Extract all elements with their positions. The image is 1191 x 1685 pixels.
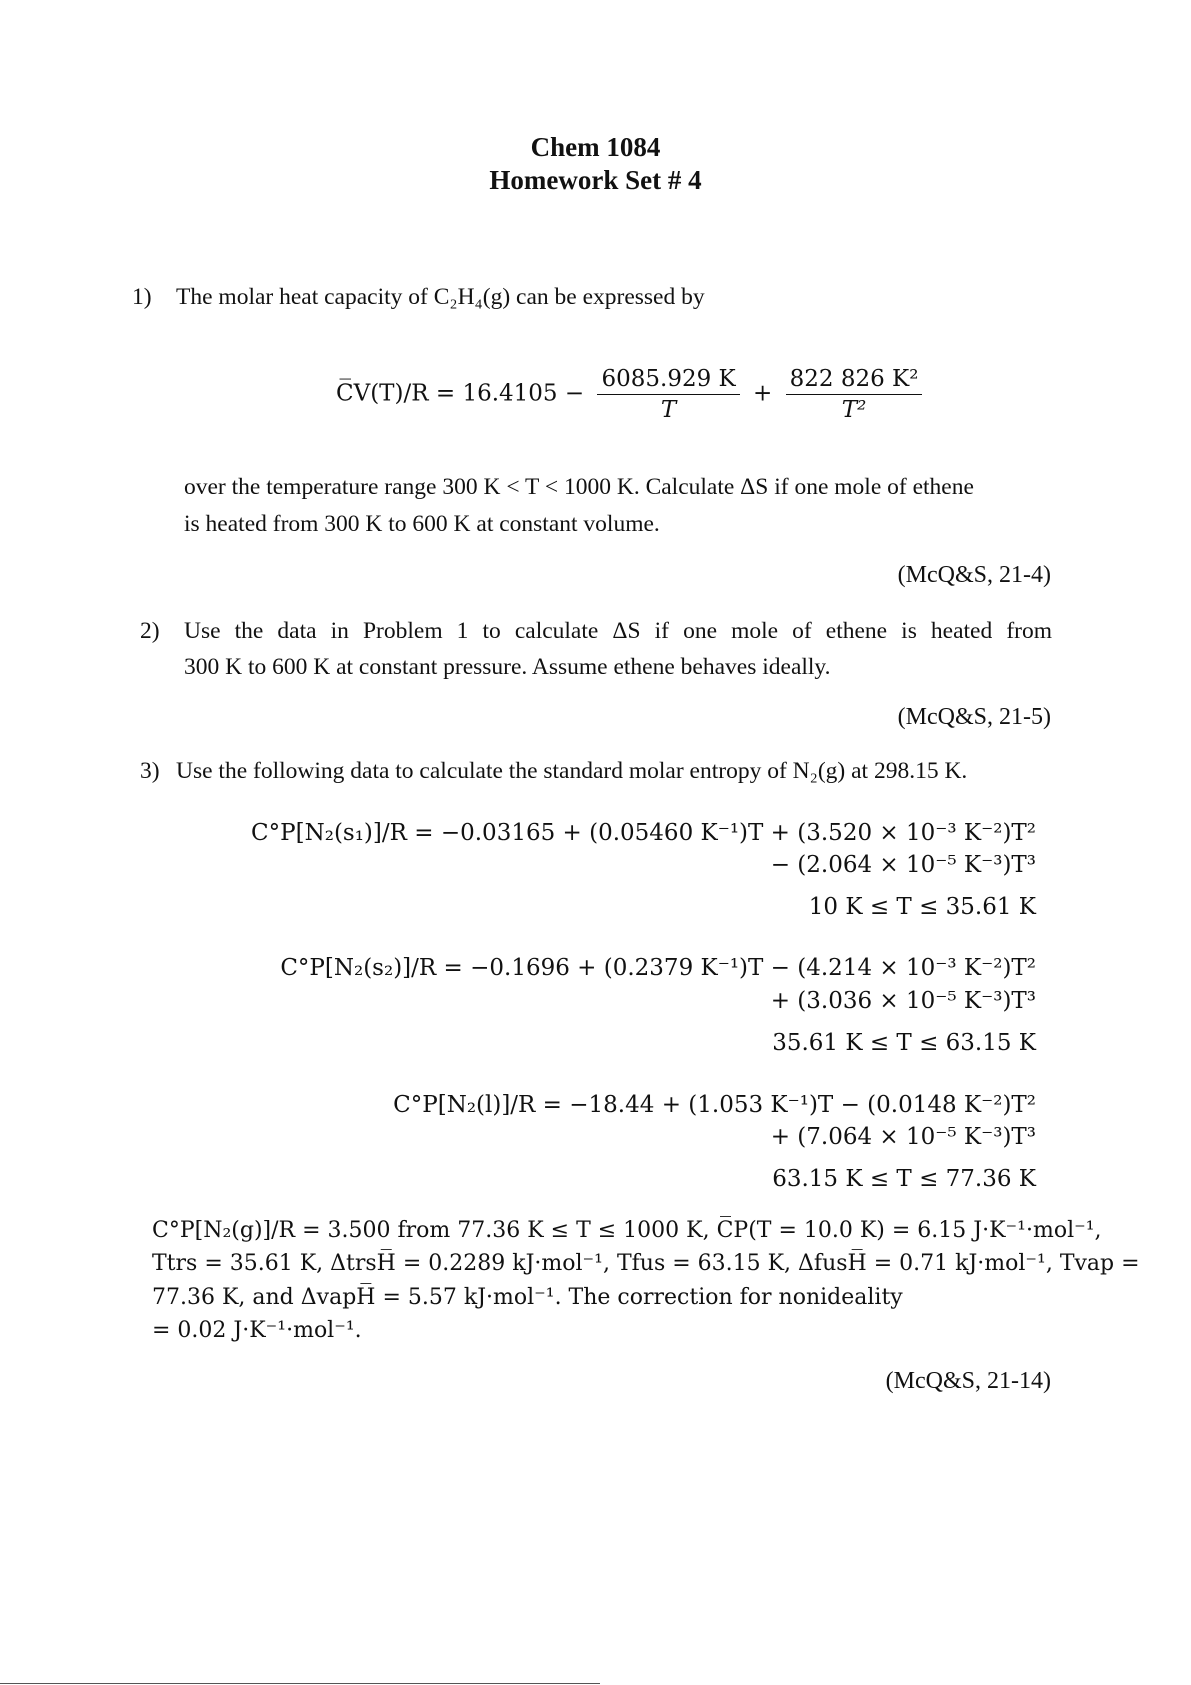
eq-solid1-line-1: C°P[N₂(s₁)]/R = −0.03165 + (0.05460 K⁻¹)T + (3.520 × 10⁻³ K⁻²)T² bbox=[251, 820, 1036, 846]
fraction-2-numerator: 822 826 K² bbox=[786, 366, 923, 395]
problem-1-text-line-2: is heated from 300 K to 600 K at constant volume. bbox=[184, 511, 660, 537]
fraction-2-denominator: T² bbox=[841, 397, 867, 423]
problem-2-reference: (McQ&S, 21-5) bbox=[897, 704, 1051, 730]
homework-title: Homework Set # 4 bbox=[489, 165, 702, 195]
data-line-4: = 0.02 J·K⁻¹·mol⁻¹. bbox=[152, 1318, 362, 1343]
data-line-1: C°P[N₂(g)]/R = 3.500 from 77.36 K ≤ T ≤ 1000 K, C̅P(T = 10.0 K) = 6.15 J·K⁻¹·mol⁻¹, bbox=[152, 1218, 1102, 1243]
eq-solid1-range: 10 K ≤ T ≤ 35.61 K bbox=[808, 894, 1036, 920]
problem-3-number: 3) bbox=[140, 758, 160, 784]
fraction-1-numerator: 6085.929 K bbox=[597, 366, 739, 395]
eq-solid1-line-2: − (2.064 × 10⁻⁵ K⁻³)T³ bbox=[770, 852, 1036, 878]
problem-2-text-line-1: Use the data in Problem 1 to calculate ΔS if one mole of ethene is heated from bbox=[184, 618, 1052, 644]
course-title: Chem 1084 bbox=[530, 132, 661, 162]
fraction-1 bbox=[597, 366, 739, 423]
problem-2-number: 2) bbox=[140, 618, 160, 644]
problem-3-intro: Use the following data to calculate the standard molar entropy of N₂(g) at 298.15 K. bbox=[176, 758, 968, 784]
problem-3-reference: (McQ&S, 21-14) bbox=[885, 1368, 1051, 1394]
problem-1-intro: The molar heat capacity of C₂H₄(g) can be expressed by bbox=[176, 284, 705, 310]
data-line-2: Ttrs = 35.61 K, ΔtrsH̅ = 0.2289 kJ·mol⁻¹, Tfus = 63.15 K, ΔfusH̅ = 0.71 kJ·mol⁻¹, Tvap = bbox=[152, 1251, 1140, 1276]
eq-solid2-range: 35.61 K ≤ T ≤ 63.15 K bbox=[772, 1030, 1036, 1056]
problem-1-number: 1) bbox=[132, 284, 152, 310]
plus-sign: + bbox=[753, 380, 773, 407]
problem-2-text-line-2: 300 K to 600 K at constant pressure. Assume ethene behaves ideally. bbox=[184, 654, 831, 680]
eq-solid2-line-1: C°P[N₂(s₂)]/R = −0.1696 + (0.2379 K⁻¹)T − (4.214 × 10⁻³ K⁻²)T² bbox=[280, 955, 1036, 981]
eq-liquid-line-1: C°P[N₂(l)]/R = −18.44 + (1.053 K⁻¹)T − (0.0148 K⁻²)T² bbox=[393, 1092, 1036, 1118]
problem-1-text-line-1: over the temperature range 300 K < T < 1000 K. Calculate ΔS if one mole of ethene bbox=[184, 474, 974, 500]
fraction-2 bbox=[786, 366, 923, 423]
fraction-1-denominator: T bbox=[660, 397, 677, 423]
page-bottom-rule bbox=[0, 1683, 600, 1684]
data-line-3: 77.36 K, and ΔvapH̅ = 5.57 kJ·mol⁻¹. The correction for nonideality bbox=[152, 1285, 903, 1310]
equation-lhs: C̅V(T)/R = 16.4105 − bbox=[336, 380, 585, 407]
eq-solid2-line-2: + (3.036 × 10⁻⁵ K⁻³)T³ bbox=[770, 988, 1036, 1014]
eq-liquid-line-2: + (7.064 × 10⁻⁵ K⁻³)T³ bbox=[770, 1124, 1036, 1150]
problem-1-equation bbox=[336, 366, 928, 423]
eq-liquid-range: 63.15 K ≤ T ≤ 77.36 K bbox=[772, 1166, 1036, 1192]
problem-1-reference: (McQ&S, 21-4) bbox=[897, 562, 1051, 588]
